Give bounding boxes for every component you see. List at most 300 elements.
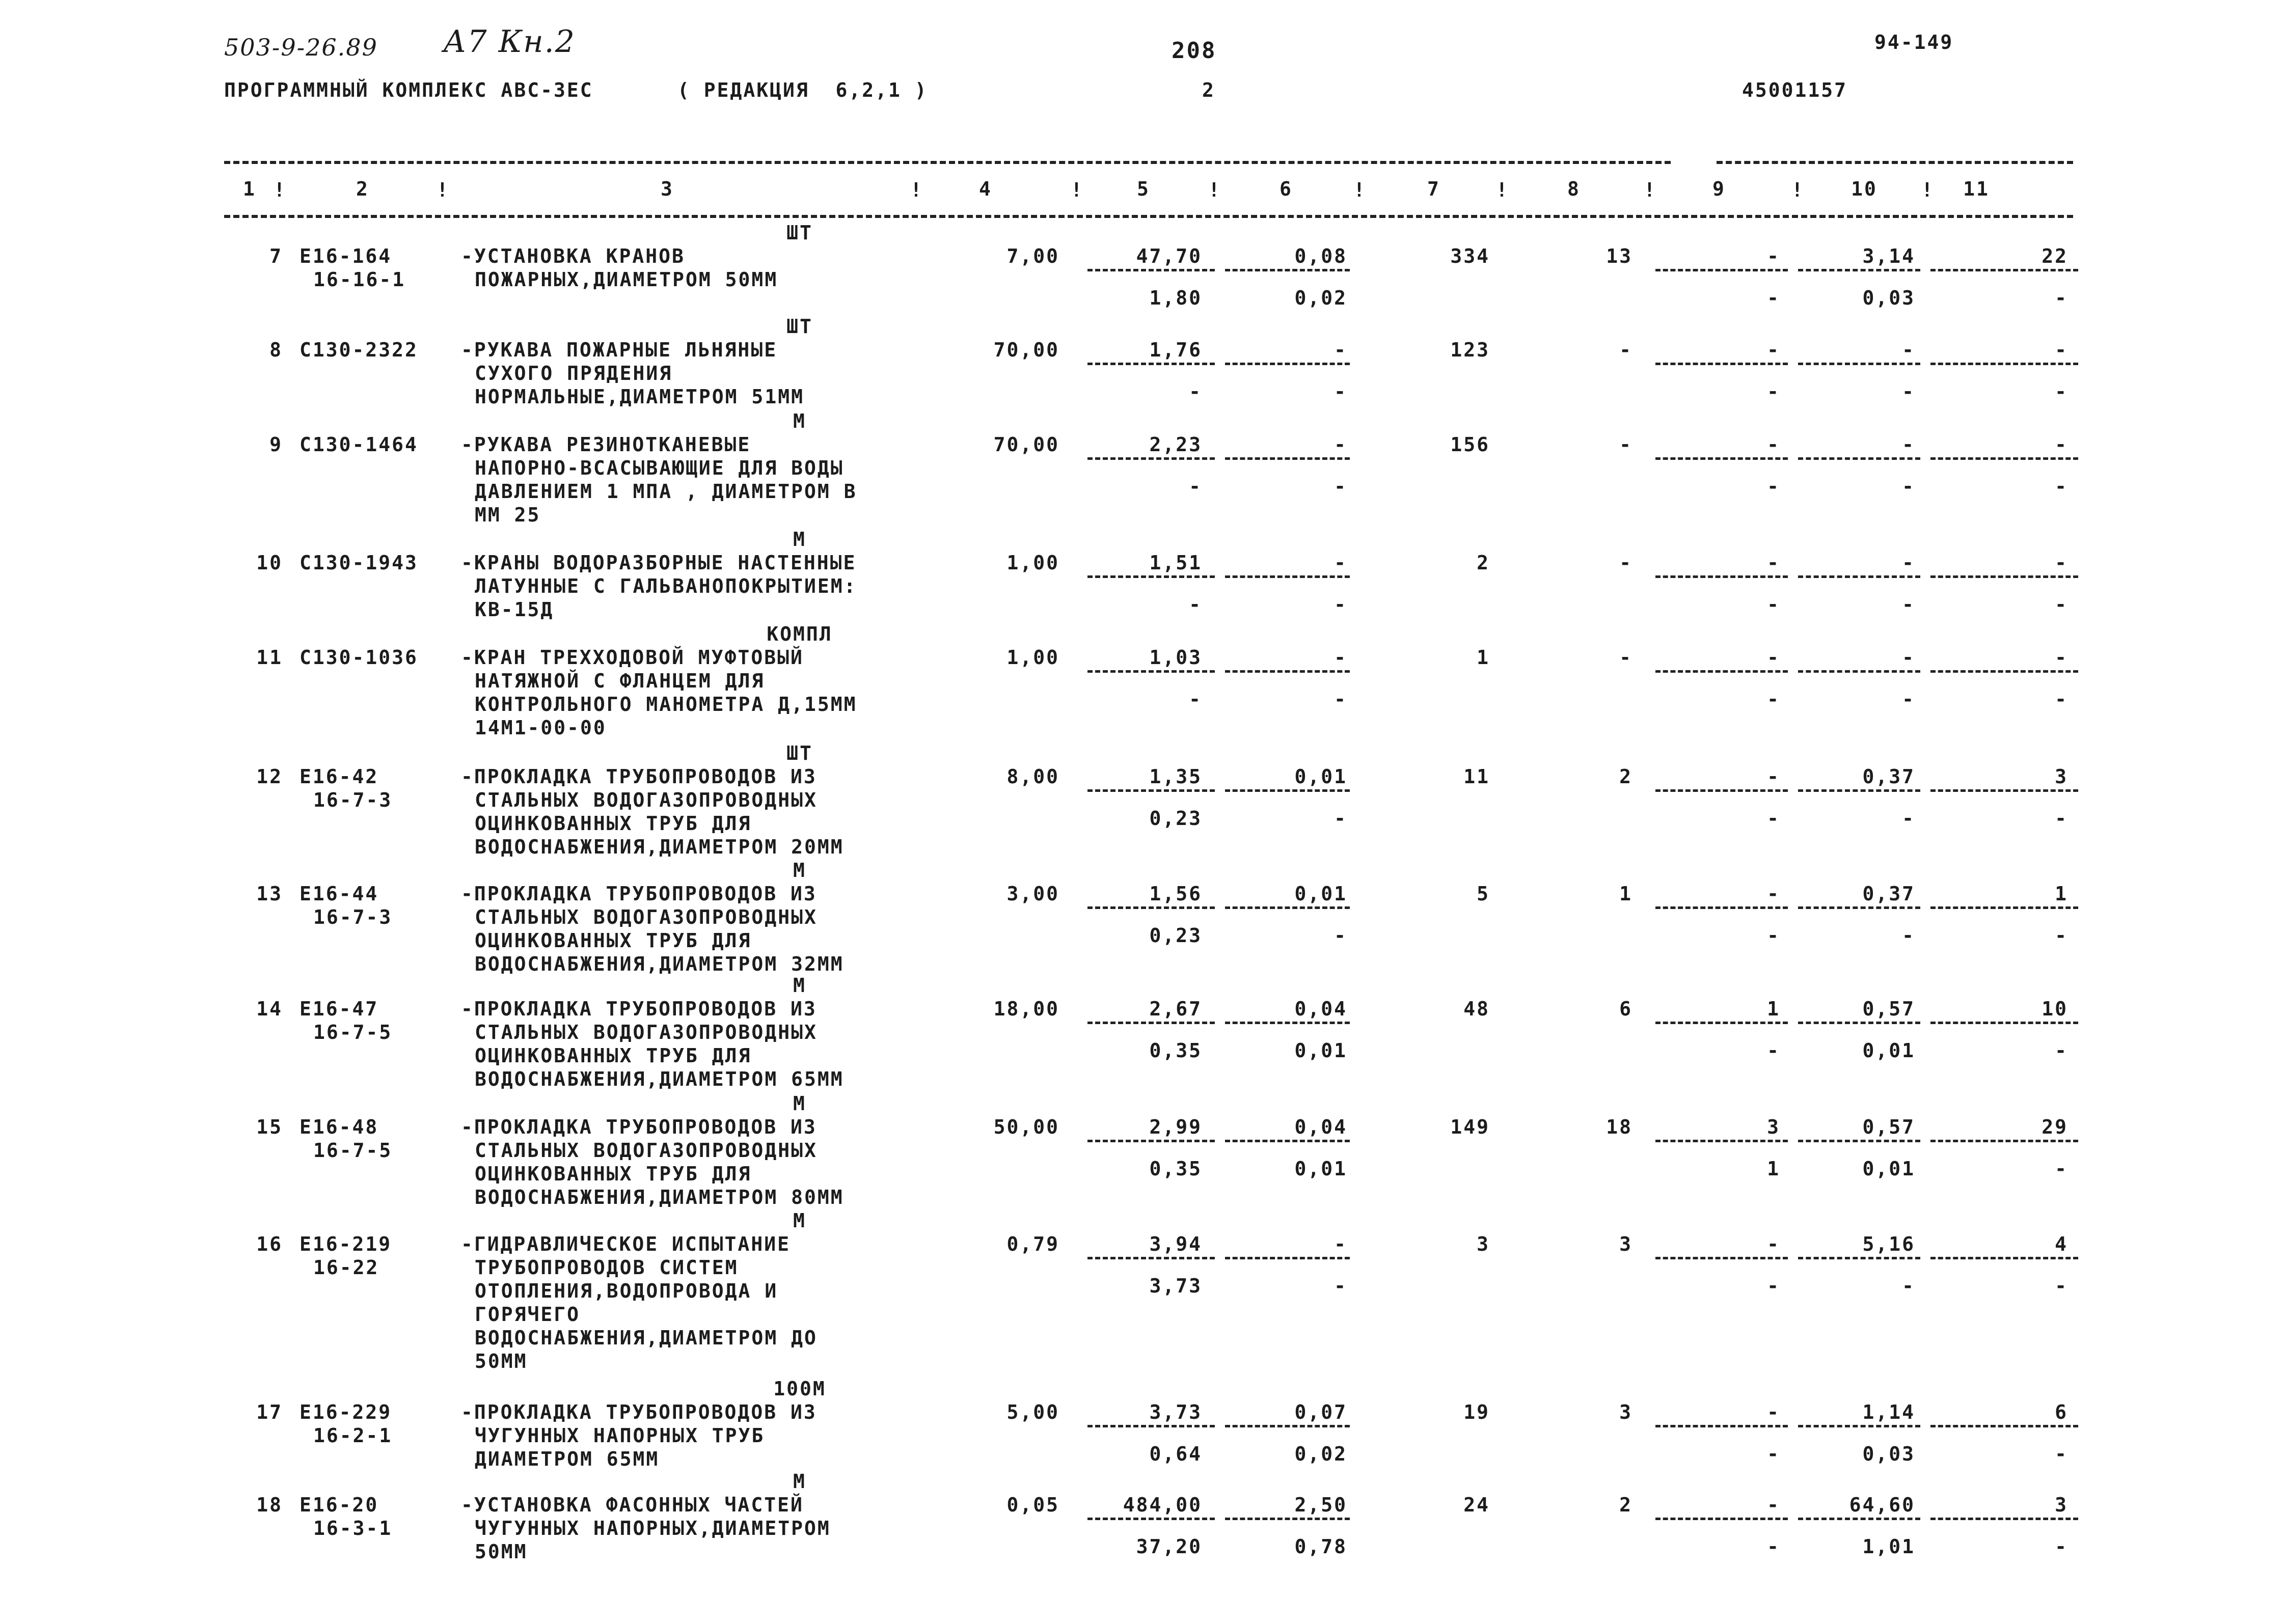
qty-value: 70,00 [993,433,1059,456]
cell-divider [1225,363,1350,365]
cell-divider [1798,457,1920,460]
work-description-line: -ГИДРАВЛИЧЕСКОЕ ИСПЫТАНИЕ [461,1233,791,1255]
total-cost-value: 149 [1450,1116,1490,1138]
sub-machine-value: - [1767,1535,1780,1558]
work-description-line: 50ММ [475,1540,528,1563]
cell-divider [1087,1425,1215,1427]
sub-labor-value: 0,01 [1862,1158,1915,1180]
machine-wage-value: 3,73 [1149,1275,1202,1297]
work-description-line: -КРАНЫ ВОДОРАЗБОРНЫЕ НАСТЕННЫЕ [461,552,857,574]
machine-wage-total: - [1334,593,1347,616]
work-description-line: ВОДОСНАБЖЕНИЯ,ДИАМЕТРОМ 20ММ [475,836,844,858]
row-number: 11 [256,646,283,669]
cell-divider [1930,1425,2078,1427]
qty-value: 0,79 [1006,1233,1059,1255]
norm-code: Е16-47 [300,998,379,1020]
machine-cost-value: 1 [1767,998,1780,1020]
work-description-line: ПОЖАРНЫХ,ДИАМЕТРОМ 50ММ [475,268,778,291]
column-separator: ! [437,179,450,201]
work-description-line: СУХОГО ПРЯДЕНИЯ [475,362,673,384]
sub-total-value: - [2055,380,2068,403]
sub-labor-value: - [1902,1275,1915,1297]
machine-wage-value: - [1189,688,1202,710]
sub-total-value: - [2055,475,2068,498]
cell-divider [1225,906,1350,909]
norm-code-secondary: 16-7-5 [313,1139,393,1162]
sub-total-value: - [2055,1443,2068,1465]
work-description-line: ВОДОСНАБЖЕНИЯ,ДИАМЕТРОМ ДО [475,1327,818,1349]
work-description-line: КВ-15Д [475,598,554,621]
cell-divider [1798,1518,1920,1520]
labor-total-value: - [2055,552,2068,574]
sub-labor-value: - [1902,807,1915,830]
column-separator: ! [274,179,287,201]
machine-wage-total: - [1334,688,1347,710]
labor-total-value: - [2055,646,2068,669]
labor-norm-value: 64,60 [1849,1494,1915,1516]
cell-divider [1087,457,1215,460]
norm-code-secondary: 16-2-1 [313,1424,393,1447]
column-header-7: 7 [1427,178,1440,200]
unit-label: М [793,1209,806,1232]
row-number: 17 [256,1401,283,1423]
total-wage-value: 3 [1619,1401,1632,1423]
qty-value: 8,00 [1006,765,1059,788]
qty-value: 70,00 [993,339,1059,361]
cell-divider [1655,670,1788,673]
work-description-line: СТАЛЬНЫХ ВОДОГАЗОПРОВОДНЫХ [475,789,818,811]
total-cost-value: 3 [1477,1233,1490,1255]
column-header-5: 5 [1137,178,1150,200]
total-wage-value: 2 [1619,765,1632,788]
wage-cost-value: - [1334,646,1347,669]
cell-divider [1930,1257,2078,1259]
cell-divider [1930,457,2078,460]
cell-divider [1225,1022,1350,1024]
sub-labor-value: - [1902,924,1915,947]
work-description-line: ТРУБОПРОВОДОВ СИСТЕМ [475,1256,739,1279]
machine-wage-value: - [1189,475,1202,498]
sub-labor-value: - [1902,475,1915,498]
total-cost-value: 5 [1477,883,1490,905]
machine-wage-total: - [1334,475,1347,498]
work-description-line: ВОДОСНАБЖЕНИЯ,ДИАМЕТРОМ 65ММ [475,1068,844,1090]
cell-divider [1655,1022,1788,1024]
total-wage-value: 3 [1619,1233,1632,1255]
cell-divider [1798,1022,1920,1024]
labor-total-value: - [2055,433,2068,456]
cell-divider [1655,1425,1788,1427]
unit-label: М [793,1470,806,1493]
page-number: 208 [1172,38,1217,64]
cell-divider [1930,1518,2078,1520]
labor-norm-value: - [1902,433,1915,456]
labor-norm-value: 5,16 [1862,1233,1915,1255]
header-rule-top-right [1717,161,2073,164]
norm-code: Е16-229 [300,1401,392,1423]
machine-wage-value: 37,20 [1136,1535,1202,1558]
total-cost-value: 334 [1450,245,1490,267]
cell-divider [1225,575,1350,578]
cell-divider [1798,575,1920,578]
work-description-line: КОНТРОЛЬНОГО МАНОМЕТРА Д,15ММ [475,693,857,715]
qty-value: 1,00 [1006,646,1059,669]
cell-divider [1225,1140,1350,1142]
qty-value: 50,00 [993,1116,1059,1138]
labor-total-value: 6 [2055,1401,2068,1423]
work-description-line: -ПРОКЛАДКА ТРУБОПРОВОДОВ ИЗ [461,998,817,1020]
unit-cost-value: 3,73 [1149,1401,1202,1423]
labor-norm-value: 0,57 [1862,1116,1915,1138]
work-description-line: 14М1-00-00 [475,717,607,739]
row-number: 13 [256,883,283,905]
cell-divider [1087,1257,1215,1259]
cell-divider [1225,1257,1350,1259]
total-wage-value: 18 [1606,1116,1632,1138]
column-separator: ! [910,179,923,201]
total-cost-value: 19 [1463,1401,1490,1423]
row-number: 15 [256,1116,283,1138]
sub-machine-value: - [1767,475,1780,498]
row-number: 8 [269,339,283,361]
doc-code: 503-9-26.89 [224,34,378,61]
column-header-3: 3 [661,178,674,200]
machine-wage-total: 0,01 [1294,1039,1347,1062]
norm-code-secondary: 16-3-1 [313,1517,393,1539]
work-description-line: ММ 25 [475,504,541,526]
work-description-line: СТАЛЬНЫХ ВОДОГАЗОПРОВОДНЫХ [475,906,818,928]
column-separator: ! [1353,179,1367,201]
total-wage-value: - [1619,339,1632,361]
unit-cost-value: 484,00 [1123,1494,1202,1516]
sub-labor-value: - [1902,380,1915,403]
cell-divider [1798,363,1920,365]
qty-value: 0,05 [1006,1494,1059,1516]
total-wage-value: - [1619,552,1632,574]
sub-total-value: - [2055,593,2068,616]
machine-wage-value: 0,35 [1149,1158,1202,1180]
qty-value: 7,00 [1006,245,1059,267]
norm-code-secondary: 16-7-3 [313,906,393,928]
unit-label: М [793,410,806,432]
norm-code: Е16-42 [300,765,379,788]
total-wage-value: 6 [1619,998,1632,1020]
work-description-line: -РУКАВА ПОЖАРНЫЕ ЛЬНЯНЫЕ [461,339,778,361]
machine-cost-value: - [1767,883,1780,905]
norm-code-secondary: 16-22 [313,1256,379,1279]
wage-cost-value: 2,50 [1294,1494,1347,1516]
labor-total-value: - [2055,339,2068,361]
sub-total-value: - [2055,287,2068,309]
norm-code-secondary: 16-7-3 [313,789,393,811]
row-number: 9 [269,433,283,456]
labor-norm-value: 1,14 [1862,1401,1915,1423]
work-description-line: -ПРОКЛАДКА ТРУБОПРОВОДОВ ИЗ [461,1401,817,1423]
column-separator: ! [1071,179,1084,201]
edition: ( РЕДАКЦИЯ 6,2,1 ) [677,79,928,101]
wage-cost-value: 0,01 [1294,765,1347,788]
sub-labor-value: 0,03 [1862,287,1915,309]
machine-wage-value: 1,80 [1149,287,1202,309]
sub-labor-value: 1,01 [1862,1535,1915,1558]
work-description-line: ОЦИНКОВАННЫХ ТРУБ ДЛЯ [475,1044,752,1067]
work-description-line: ОЦИНКОВАННЫХ ТРУБ ДЛЯ [475,812,752,835]
total-wage-value: 1 [1619,883,1632,905]
cell-divider [1225,1425,1350,1427]
document-code: 45001157 [1742,79,1848,101]
work-description-line: -ПРОКЛАДКА ТРУБОПРОВОДОВ ИЗ [461,765,817,788]
cell-divider [1930,1140,2078,1142]
machine-wage-total: - [1334,924,1347,947]
unit-cost-value: 2,99 [1149,1116,1202,1138]
column-header-6: 6 [1280,178,1293,200]
row-number: 18 [256,1494,283,1516]
wage-cost-value: 0,07 [1294,1401,1347,1423]
work-description-line: ДАВЛЕНИЕМ 1 МПА , ДИАМЕТРОМ В [475,480,857,503]
cell-divider [1655,1140,1788,1142]
norm-code: Е16-164 [300,245,392,267]
total-cost-value: 1 [1477,646,1490,669]
sub-labor-value: 0,01 [1862,1039,1915,1062]
labor-norm-value: 0,57 [1862,998,1915,1020]
header-rule-top-left [224,161,1671,164]
wage-cost-value: - [1334,339,1347,361]
column-header-2: 2 [356,178,369,200]
machine-wage-total: 0,78 [1294,1535,1347,1558]
sheet-number: 2 [1202,79,1215,101]
sub-total-value: - [2055,924,2068,947]
sub-total-value: - [2055,1039,2068,1062]
column-header-4: 4 [979,178,992,200]
work-description-line: -ПРОКЛАДКА ТРУБОПРОВОДОВ ИЗ [461,1116,817,1138]
work-description-line: ОЦИНКОВАННЫХ ТРУБ ДЛЯ [475,929,752,952]
machine-wage-value: 0,23 [1149,924,1202,947]
labor-norm-value: - [1902,646,1915,669]
row-number: 10 [256,552,283,574]
unit-cost-value: 2,67 [1149,998,1202,1020]
cell-divider [1798,1140,1920,1142]
cell-divider [1930,670,2078,673]
machine-cost-value: - [1767,1494,1780,1516]
sub-machine-value: - [1767,688,1780,710]
labor-norm-value: - [1902,339,1915,361]
total-cost-value: 48 [1463,998,1490,1020]
cell-divider [1798,1425,1920,1427]
wage-cost-value: 0,01 [1294,883,1347,905]
cell-divider [1798,789,1920,792]
wage-cost-value: 0,04 [1294,998,1347,1020]
unit-label: ШТ [786,222,813,244]
sub-machine-value: - [1767,593,1780,616]
work-description-line: НАТЯЖНОЙ С ФЛАНЦЕМ ДЛЯ [475,670,765,692]
unit-cost-value: 47,70 [1136,245,1202,267]
norm-code: Е16-219 [300,1233,392,1255]
machine-wage-total: - [1334,807,1347,830]
labor-norm-value: - [1902,552,1915,574]
column-header-8: 8 [1567,178,1581,200]
labor-total-value: 22 [2042,245,2068,267]
program-title: ПРОГРАММНЫЙ КОМПЛЕКС АВС-ЗЕС [224,79,593,101]
work-description-line: ЛАТУННЫЕ С ГАЛЬВАНОПОКРЫТИЕМ: [475,575,857,597]
cell-divider [1225,457,1350,460]
cell-divider [1087,363,1215,365]
qty-value: 3,00 [1006,883,1059,905]
total-wage-value: 2 [1619,1494,1632,1516]
cell-divider [1930,269,2078,271]
labor-total-value: 29 [2042,1116,2068,1138]
sub-labor-value: - [1902,593,1915,616]
machine-cost-value: - [1767,646,1780,669]
machine-wage-total: - [1334,380,1347,403]
work-description-line: ЧУГУННЫХ НАПОРНЫХ ТРУБ [475,1424,765,1447]
machine-cost-value: - [1767,339,1780,361]
work-description-line: ОТОПЛЕНИЯ,ВОДОПРОВОДА И [475,1280,778,1302]
work-description-line: -УСТАНОВКА КРАНОВ [461,245,685,267]
total-cost-value: 24 [1463,1494,1490,1516]
cell-divider [1655,269,1788,271]
cell-divider [1087,575,1215,578]
column-header-9: 9 [1712,178,1726,200]
wage-cost-value: - [1334,1233,1347,1255]
wage-cost-value: - [1334,552,1347,574]
machine-cost-value: - [1767,552,1780,574]
unit-label: ШТ [786,315,813,338]
machine-wage-total: 0,01 [1294,1158,1347,1180]
unit-label: М [793,1092,806,1115]
labor-norm-value: 0,37 [1862,765,1915,788]
unit-cost-value: 2,23 [1149,433,1202,456]
row-number: 16 [256,1233,283,1255]
sub-machine-value: - [1767,924,1780,947]
cell-divider [1930,1022,2078,1024]
cell-divider [1087,1518,1215,1520]
unit-label: 100М [773,1378,826,1400]
sub-machine-value: - [1767,1275,1780,1297]
labor-total-value: 4 [2055,1233,2068,1255]
column-separator: ! [1208,179,1221,201]
column-separator: ! [1791,179,1805,201]
sub-machine-value: 1 [1767,1158,1780,1180]
cell-divider [1655,789,1788,792]
cell-divider [1798,269,1920,271]
norm-code: С130-1464 [300,433,418,456]
sub-labor-value: 0,03 [1862,1443,1915,1465]
qty-value: 5,00 [1006,1401,1059,1423]
machine-wage-value: 0,23 [1149,807,1202,830]
machine-cost-value: - [1767,433,1780,456]
total-wage-value: - [1619,646,1632,669]
qty-value: 1,00 [1006,552,1059,574]
cell-divider [1798,906,1920,909]
unit-cost-value: 1,51 [1149,552,1202,574]
total-wage-value: - [1619,433,1632,456]
column-header-11: 11 [1963,178,1990,200]
work-description-line: 50ММ [475,1350,528,1372]
norm-code-secondary: 16-7-5 [313,1021,393,1043]
machine-cost-value: - [1767,1401,1780,1423]
ref-number: 94-149 [1874,31,1954,53]
machine-wage-total: - [1334,1275,1347,1297]
cell-divider [1087,670,1215,673]
work-description-line: ВОДОСНАБЖЕНИЯ,ДИАМЕТРОМ 80ММ [475,1186,844,1208]
sub-machine-value: - [1767,1443,1780,1465]
row-number: 14 [256,998,283,1020]
total-cost-value: 2 [1477,552,1490,574]
total-cost-value: 123 [1450,339,1490,361]
unit-cost-value: 1,03 [1149,646,1202,669]
work-description-line: НОРМАЛЬНЫЕ,ДИАМЕТРОМ 51ММ [475,386,804,408]
norm-code: Е16-20 [300,1494,379,1516]
unit-label: КОМПЛ [767,623,833,645]
labor-total-value: 3 [2055,765,2068,788]
sub-total-value: - [2055,688,2068,710]
cell-divider [1798,1257,1920,1259]
header-rule-bottom [224,215,2073,218]
cell-divider [1087,269,1215,271]
cell-divider [1655,457,1788,460]
machine-cost-value: - [1767,245,1780,267]
work-description-line: -УСТАНОВКА ФАСОННЫХ ЧАСТЕЙ [461,1494,804,1516]
work-description-line: ДИАМЕТРОМ 65ММ [475,1448,660,1470]
machine-wage-value: 0,64 [1149,1443,1202,1465]
machine-cost-value: 3 [1767,1116,1780,1138]
wage-cost-value: 0,08 [1294,245,1347,267]
sub-total-value: - [2055,1535,2068,1558]
cell-divider [1655,1518,1788,1520]
labor-total-value: 3 [2055,1494,2068,1516]
work-description-line: ОЦИНКОВАННЫХ ТРУБ ДЛЯ [475,1163,752,1185]
sub-total-value: - [2055,807,2068,830]
unit-cost-value: 1,76 [1149,339,1202,361]
sub-machine-value: - [1767,1039,1780,1062]
unit-label: ШТ [786,742,813,764]
sub-machine-value: - [1767,287,1780,309]
cell-divider [1225,789,1350,792]
cell-divider [1087,1022,1215,1024]
cell-divider [1930,906,2078,909]
wage-cost-value: 0,04 [1294,1116,1347,1138]
cell-divider [1655,906,1788,909]
machine-wage-value: 0,35 [1149,1039,1202,1062]
work-description-line: -ПРОКЛАДКА ТРУБОПРОВОДОВ ИЗ [461,883,817,905]
cell-divider [1225,269,1350,271]
labor-total-value: 10 [2042,998,2068,1020]
cell-divider [1655,575,1788,578]
unit-cost-value: 3,94 [1149,1233,1202,1255]
cell-divider [1930,363,2078,365]
machine-wage-value: - [1189,380,1202,403]
column-header-1: 1 [243,178,256,200]
work-description-line: -РУКАВА РЕЗИНОТКАНЕВЫЕ [461,433,751,456]
machine-wage-total: 0,02 [1294,1443,1347,1465]
album-mark: А7 Кн.2 [443,24,576,60]
work-description-line: ВОДОСНАБЖЕНИЯ,ДИАМЕТРОМ 32ММ [475,953,844,975]
work-description-line: ГОРЯЧЕГО [475,1303,581,1326]
column-header-10: 10 [1851,178,1877,200]
total-wage-value: 13 [1606,245,1632,267]
total-cost-value: 156 [1450,433,1490,456]
cell-divider [1087,906,1215,909]
cell-divider [1087,789,1215,792]
labor-total-value: 1 [2055,883,2068,905]
sub-total-value: - [2055,1158,2068,1180]
machine-cost-value: - [1767,765,1780,788]
norm-code: С130-2322 [300,339,418,361]
norm-code: С130-1036 [300,646,418,669]
unit-label: М [793,859,806,882]
column-separator: ! [1644,179,1657,201]
cell-divider [1930,575,2078,578]
